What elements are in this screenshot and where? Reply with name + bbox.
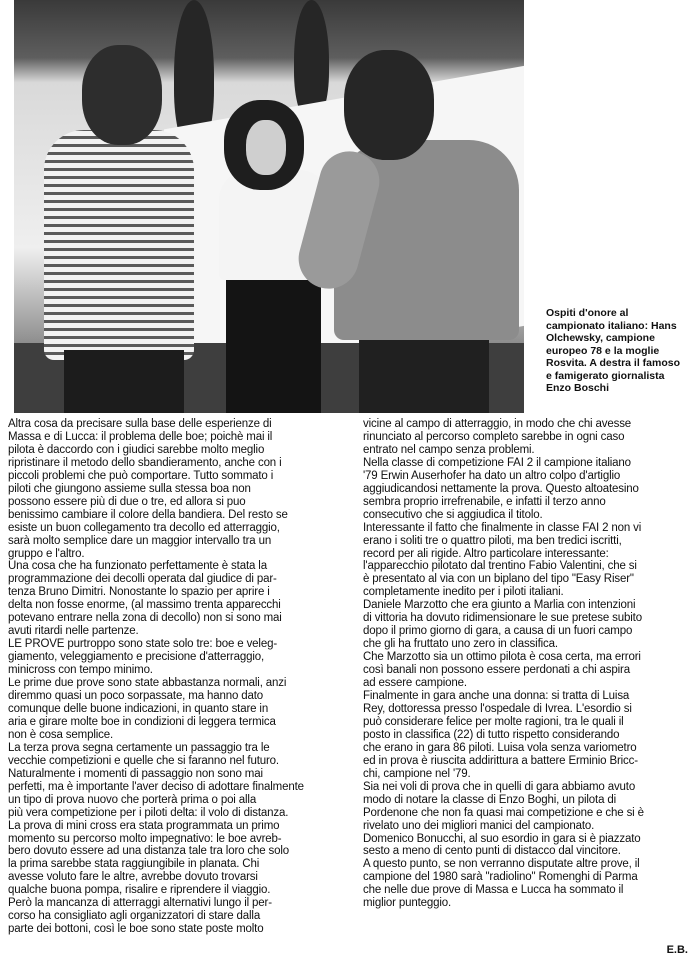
paragraph: [363, 522, 698, 600]
text-line: Che Marzotto sia un ottimo pilota è cosa certa, ma errori: [363, 651, 641, 664]
text-line: Daniele Marzotto che era giunto a Marlia con intenzioni: [363, 599, 636, 612]
text-line: modo di notare la classe di Enzo Boghi, un pilota di: [363, 793, 617, 806]
text-line: delta non fosse enorme, (al massimo trenta apparecchi: [8, 599, 281, 612]
text-line: un tipo di prova nuovo che porterà prima o poi alla: [8, 793, 257, 806]
text-line: Pordenone che non fa quasi mai competizione e che si è: [363, 806, 644, 819]
article-photo: [14, 0, 524, 413]
text-line: Finalmente in gara anche una donna: si tratta di Luisa: [363, 690, 630, 703]
text-line: che erano in gara 86 piloti. Luisa vola senza variometro: [363, 741, 637, 754]
text-line: momento su percorso molto impegnativo: le boe avreb-: [8, 832, 282, 845]
paragraph: [8, 677, 343, 742]
text-line: Nella classe di competizione FAI 2 il campione italiano: [363, 456, 631, 469]
text-line: sembra proprio irrefrenabile, e infatti il terzo anno: [363, 495, 606, 508]
text-line: sesto a meno di cento punti di distacco dal vincitore.: [363, 845, 621, 858]
caption-line: Ospiti d'onore al: [546, 307, 629, 319]
text-line: minicross con tempo minimo.: [8, 664, 153, 677]
text-line: La terza prova segna certamente un passaggio tra le: [8, 741, 270, 754]
author-signature: E.B.: [666, 944, 688, 956]
text-line: vecchie competizioni e quelle che si faranno nel futuro.: [8, 754, 279, 767]
text-line: Domenico Bonucchi, al suo esordio in gara si è piazzato: [363, 832, 641, 845]
person-center-face: [246, 120, 286, 175]
text-line: Le prime due prove sono state abbastanza normali, anzi: [8, 677, 287, 690]
text-line: corso ha consigliato agli organizzatori di stare dalla: [8, 910, 261, 923]
text-line: Sia nei voli di prova che in quelli di gara abbiamo avuto: [363, 780, 636, 793]
text-line: chi, campione nel '79.: [363, 767, 471, 780]
text-line: completamente inedito per i piloti italiani.: [363, 586, 564, 599]
text-line: entrato nel campo senza problemi.: [363, 443, 535, 456]
text-line: che gli ha fruttato uno zero in classifica.: [363, 638, 558, 651]
text-line: campione del 1980 sarà "radiolino" Romenghi di Parma: [363, 871, 638, 884]
person-left: [44, 130, 194, 360]
text-line: può considerare felice per molte ragioni, tra le quali il: [363, 715, 624, 728]
text-line: è presentato al via con un biplano del tipo "Easy Riser": [363, 573, 634, 586]
text-line: giamento, veleggiamento e precisione d'atterraggio,: [8, 651, 265, 664]
text-line: avuti ritardi nelle partenze.: [8, 625, 139, 638]
text-line: piloti che giungono assieme sulla stessa boa non: [8, 482, 251, 495]
text-line: avesse voluto fare le altre, avrebbe dovuto trovarsi: [8, 871, 258, 884]
text-line: vicine al campo di atterraggio, in modo che chi avesse: [363, 418, 632, 430]
text-line: perfetti, ma è importante l'aver deciso di adottare finalmente: [8, 780, 304, 793]
text-line: A questo punto, se non verranno disputate altre prove, il: [363, 858, 640, 871]
article-column-left: [8, 418, 343, 936]
photo-caption: [546, 307, 696, 395]
paragraph: [363, 858, 698, 910]
caption-line: Olchewsky, campione: [546, 332, 655, 344]
caption-line: Rosvita. A destra il famoso: [546, 357, 681, 369]
text-line: Naturalmente i momenti di passaggio non sono mai: [8, 767, 263, 780]
paragraph: [8, 638, 343, 677]
text-line: sarà molto semplice dare un maggior intervallo tra un: [8, 534, 272, 547]
paragraph: [363, 690, 698, 781]
text-line: così banali non possono essere perdonati a chi aspira: [363, 664, 630, 677]
person-left-legs: [64, 350, 184, 413]
text-line: miglior punteggio.: [363, 897, 452, 910]
paragraph: [363, 651, 698, 690]
text-line: rinunciato al percorso completo sarebbe in ogni caso: [363, 430, 625, 443]
caption-line: Enzo Boschi: [546, 382, 610, 394]
text-line: Una cosa che ha funzionato perfettamente è stata la: [8, 560, 267, 573]
paragraph: [8, 820, 343, 937]
paragraph: [363, 457, 698, 522]
text-line: posto in classifica (22) di tutto rispetto considerando: [363, 728, 620, 741]
text-line: piccoli problemi che può comportare. Tutto sommato i: [8, 469, 274, 482]
person-left-head: [82, 45, 162, 145]
text-line: ad essere campione.: [363, 677, 467, 690]
text-line: rivelato uno dei migliori manici del campionato.: [363, 819, 595, 832]
text-line: ripristinare il metodo dello sbandieramento, anche con i: [8, 456, 282, 469]
text-line: tenza Bruno Dimitri. Nonostante lo spazio per aprire i: [8, 586, 270, 599]
text-line: Interessante il fatto che finalmente in classe FAI 2 non vi: [363, 521, 642, 534]
text-line: possono essere più di due o tre, ed allora si puo: [8, 495, 246, 508]
text-line: la prima sarebbe stata raggiungibile in planata. Chi: [8, 858, 260, 871]
text-line: comunque delle buone indicazioni, in quanto stare in: [8, 702, 269, 715]
paragraph: [8, 418, 343, 560]
text-line: aggiudicandosi nettamente la prova. Questo altoatesino: [363, 482, 639, 495]
text-line: erano i soliti tre o quattro piloti, ma ben tredici iscritti,: [363, 534, 622, 547]
caption-line: campionato italiano: Hans: [546, 319, 677, 332]
person-right-head: [344, 50, 434, 160]
caption-line: e famigerato giornalista: [546, 369, 665, 382]
article-column-right: [363, 418, 698, 910]
text-line: consecutivo che si aggiudica il titolo.: [363, 508, 543, 521]
text-line: aria e girare molte boe in condizioni di leggera termica: [8, 715, 276, 728]
text-line: bero dovuto essere ad una distanza tale tra loro che solo: [8, 845, 290, 858]
text-line: Altra cosa da precisare sulla base delle esperienze di: [8, 418, 272, 430]
text-line: pilota è daccordo con i giudici sarebbe molto meglio: [8, 443, 265, 456]
text-line: qualche buona pompa, risalire e riprendere il viaggio.: [8, 884, 271, 897]
text-line: benissimo cambiare il colore della bandiera. Del resto se: [8, 508, 288, 521]
text-line: parte dei bottoni, così le boe sono state poste molto: [8, 923, 264, 936]
text-line: non è cosa semplice.: [8, 728, 114, 741]
person-right-legs: [359, 330, 489, 413]
text-line: dopo il primo giorno di gara, a causa di un fuori campo: [363, 625, 633, 638]
text-line: che nelle due prove di Massa e Lucca ha sommato il: [363, 884, 624, 897]
text-line: diremmo quasi un poco sorpassate, ma hanno dato: [8, 690, 264, 703]
text-line: programmazione dei decolli operata dal giudice di par-: [8, 573, 277, 586]
paragraph: [8, 742, 343, 820]
paragraph: [363, 418, 698, 457]
text-line: record per ali rigide. Altro particolare interessante:: [363, 547, 609, 560]
text-line: l'apparecchio pilotato dal trentino Fabio Valentini, che si: [363, 560, 637, 573]
text-line: potevano entrare nella zona di decollo) non si sono mai: [8, 612, 282, 625]
text-line: di vittoria ha dovuto ridimensionare le sue pretese subito: [363, 612, 642, 625]
text-line: gruppo e l'altro.: [8, 547, 85, 560]
person-center-legs: [226, 270, 321, 413]
text-line: Rey, dottoressa presso l'ospedale di Ivrea. L'esordio si: [363, 702, 632, 715]
text-line: Massa e di Lucca: il problema delle boe; poichè mai il: [8, 430, 273, 443]
paragraph: [363, 781, 698, 833]
text-line: Però la mancanza di atterraggi alternativi lungo il per-: [8, 897, 272, 910]
text-line: '79 Erwin Auserhofer ha dato un altro colpo d'artiglio: [363, 469, 621, 482]
paragraph: [363, 833, 698, 859]
text-line: esiste un buon collegamento tra decollo ed atterraggio,: [8, 521, 280, 534]
text-line: La prova di mini cross era stata programmata un primo: [8, 819, 280, 832]
text-line: LE PROVE purtroppo sono state solo tre: boe e veleg-: [8, 638, 277, 651]
text-line: ed in prova è riuscita addirittura a battere Erminio Bricc-: [363, 754, 638, 767]
paragraph: [363, 599, 698, 651]
text-line: più vera competizione per i piloti delta: il volo di distanza.: [8, 806, 289, 819]
caption-line: europeo 78 e la moglie: [546, 344, 660, 357]
paragraph: [8, 560, 343, 638]
